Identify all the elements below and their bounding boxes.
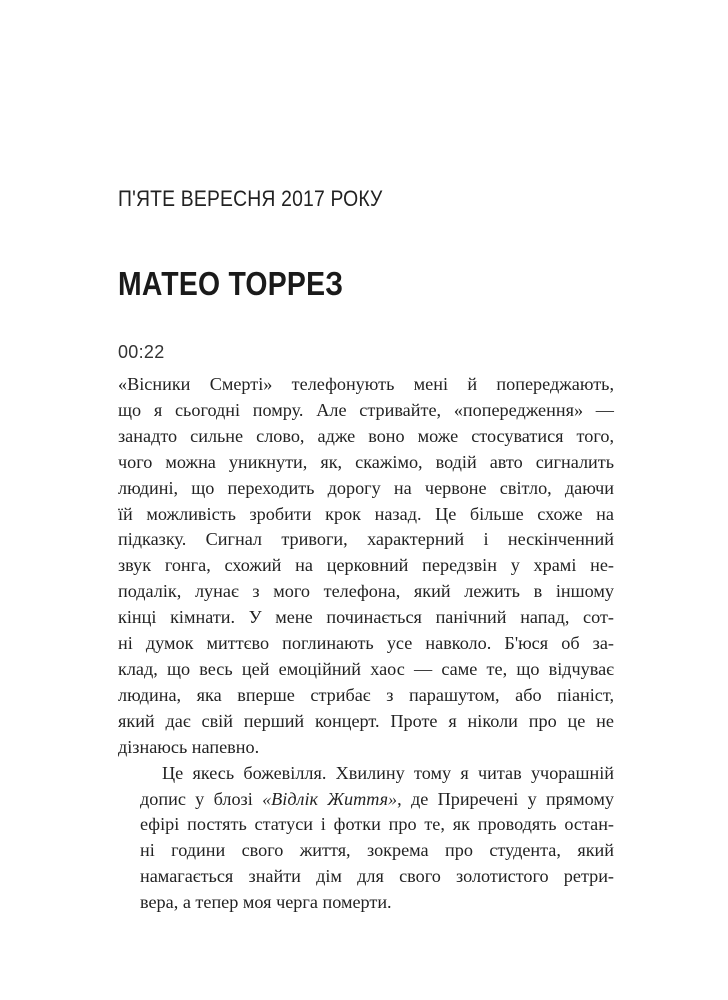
- chapter-date: П'ЯТЕ ВЕРЕСНЯ 2017 РОКУ: [118, 186, 383, 211]
- text-line: людині, що переходить дорогу на червоне світло, даючи: [118, 477, 614, 498]
- text-line: чого можна уникнути, як, скажімо, водій авто сигналить: [118, 451, 614, 472]
- text-fragment: допис у блозі: [140, 788, 263, 809]
- text-line: «Вісники Смерті» телефонують мені й попереджають,: [118, 374, 614, 394]
- text-line: який дає свій перший концерт. Проте я ніколи про це не: [118, 710, 614, 731]
- paragraph-1: [118, 372, 614, 761]
- text-line: подалік, лунає з мого телефона, який лежить в іншому: [118, 581, 614, 602]
- text-line-with-blog-title: [118, 787, 614, 813]
- text-line: їй можливість зробити крок назад. Це більше схоже на: [118, 503, 614, 524]
- blog-title: «Відлік Життя»: [262, 788, 398, 809]
- text-fragment: , де Приречені у прямому: [397, 788, 615, 809]
- chapter-title: МАТЕО ТОРРЕЗ: [118, 265, 344, 302]
- text-line: людина, яка вперше стрибає з парашутом, або піаніст,: [118, 684, 614, 705]
- text-line: намагається знайти дім для свого золотистого ретри-: [140, 866, 614, 887]
- text-line: кінці кімнати. У мене починається панічний напад, сот-: [118, 607, 614, 628]
- text-line: підказку. Сигнал тривоги, характерний і нескінченний: [118, 529, 614, 550]
- text-line: ні години свого життя, зокрема про студента, який: [140, 840, 614, 861]
- time-stamp: 00:22: [118, 342, 165, 362]
- text-line: звук гонга, схожий на церковний передзвін у храмі не-: [118, 555, 614, 576]
- text-line: дізнаюсь напевно.: [118, 736, 260, 757]
- paragraph-2: [118, 761, 614, 916]
- text-line: клад, що весь цей емоційний хаос — саме те, що відчуває: [118, 658, 614, 679]
- text-line: ні думок миттєво поглинають усе навколо. Б'юся об за-: [118, 633, 614, 654]
- text-line: Це якесь божевілля. Хвилину тому я читав учорашній: [162, 762, 614, 783]
- text-line: що я сьогодні помру. Але стривайте, «попередження» —: [118, 399, 614, 420]
- text-line: вера, а тепер моя черга померти.: [140, 892, 392, 913]
- text-line: ефірі постять статуси і фотки про те, як проводять остан-: [140, 814, 614, 835]
- body-text: [118, 372, 614, 916]
- text-line: занадто сильне слово, адже воно може стосуватися того,: [118, 425, 614, 446]
